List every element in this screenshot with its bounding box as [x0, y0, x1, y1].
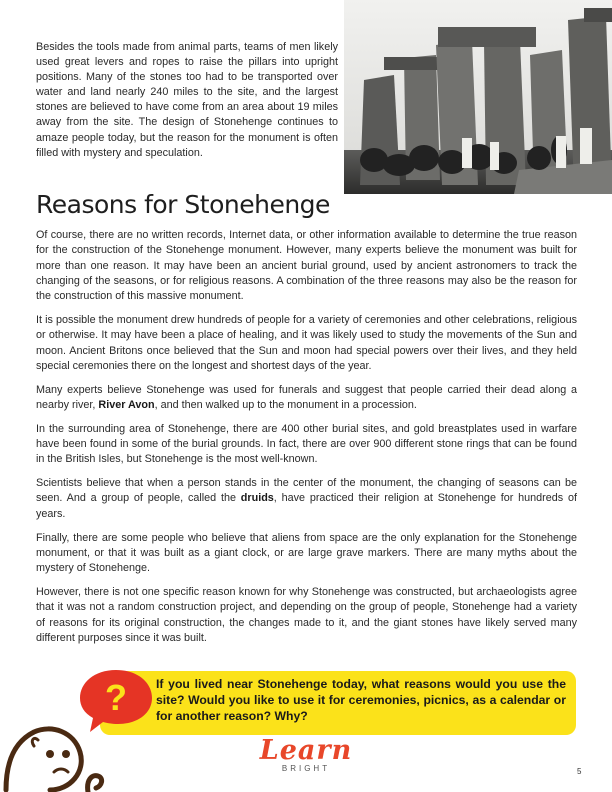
paragraph-5: [36, 476, 577, 522]
paragraph-7: However, there is not one specific reason known for why Stonehenge was constructed, but archaeologists agree that it was not a random construction project, and depending on the group of people, Stonehenge had a variety of reasons for its original construction, the changes made to it, and the giant stones have likely served many different purposes since it was built.: [36, 585, 577, 644]
page-number: 5: [577, 767, 582, 776]
section-heading: Reasons for Stonehenge: [36, 190, 330, 219]
question-callout: [100, 671, 576, 735]
stonehenge-photo: [344, 0, 612, 194]
intro-paragraph: Besides the tools made from animal parts, teams of men likely used great levers and ropes to raise the pillars into upright positions. Many of the stones too had to be transported over water and land nearly 240 miles to the site, and the largest stones are believed to have come from an area about 19 miles away from the site. The design of Stonehenge continues to amaze people today, but the reason for the monument is often filled with mystery and speculation.: [36, 41, 338, 159]
paragraph-5-text-b: , have practiced their religion at Stonehenge for hundreds of years.: [36, 492, 578, 520]
paragraph-4: In the surrounding area of Stonehenge, there are 400 other burial sites, and gold breastplates used in warfare have been found in some of the burial grounds. In fact, there are over 900 different stone rings that can be found in the British Isles, but Stonehenge is the most well-known.: [36, 422, 577, 466]
paragraph-3-text-a: Many experts believe Stonehenge was used for funerals and suggest that people carried their dead along a nearby river,: [36, 383, 577, 411]
paragraph-5-text-a: Scientists believe that when a person stands in the center of the monument, the changing of seasons can be seen. And a group of people, called the: [36, 477, 577, 505]
paragraph-6: Finally, there are some people who believe that aliens from space are the only explanation for the Stonehenge monument, or that it was built as a giant clock, or are large grave markers. There are many myths about the mystery of Stonehenge.: [36, 531, 577, 575]
logo-word-bright: BRIGHT: [281, 764, 331, 773]
article-body: [36, 228, 577, 655]
paragraph-2: It is possible the monument drew hundreds of people for a variety of ceremonies and other celebrations, religious or otherwise. It may have been a place of healing, and it was likely used to study the movements of the Sun and moon. Ancient Britons once believed that the Sun and moon had special powers over their lives, and they held special ceremonies there on the longest and shortest days of the year.: [36, 313, 577, 372]
paragraph-3-text-b: , and then walked up to the monument in a procession.: [154, 398, 417, 411]
paragraph-3: [36, 383, 577, 414]
thinking-character-icon: [0, 702, 120, 792]
learn-bright-logo: [258, 736, 354, 786]
question-symbol: ?: [105, 677, 127, 718]
river-avon-term: River Avon: [98, 398, 155, 411]
logo-word-learn: Learn: [259, 735, 353, 766]
callout-question: If you lived near Stonehenge today, what reasons would you use the site? Would you like to use it for ceremonies, picnics, as a calendar or for another reason? Why?: [156, 677, 566, 724]
paragraph-1: Of course, there are no written records, Internet data, or other information available to determine the true reason for the construction of the Stonehenge monument. However, many experts believe the monument was built for more than one reason. It may have been an ancient burial ground, used by ancient astronomers to track the changing of the seasons, or for religious reasons. A combination of the three reasons may also be the reason for the construction of this massive monument.: [36, 229, 577, 303]
druids-term: druids: [240, 492, 274, 505]
